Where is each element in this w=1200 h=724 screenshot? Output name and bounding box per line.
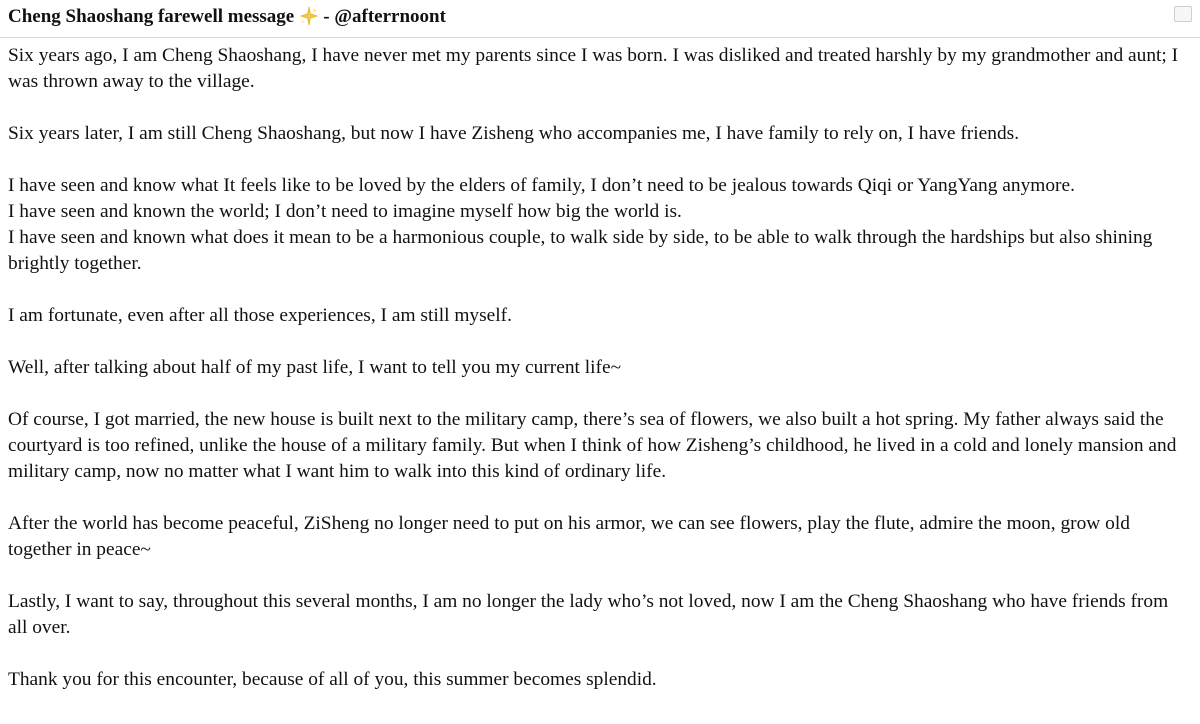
document-header xyxy=(0,0,1200,38)
paragraph: I have seen and known the world; I don’t need to imagine myself how big the world is. xyxy=(8,201,682,222)
sparkle-icon xyxy=(298,5,320,27)
window-corner-box xyxy=(1174,6,1192,22)
paragraph: Six years later, I am still Cheng Shaoshang, but now I have Zisheng who accompanies me, I have family to rely on, I have friends. xyxy=(8,123,1020,144)
paragraph: I have seen and know what It feels like to be loved by the elders of family, I don’t need to be jealous towards Qiqi or YangYang anymore. xyxy=(8,175,1075,196)
paragraph: I am fortunate, even after all those experiences, I am still myself. xyxy=(8,305,512,326)
paragraph: Six years ago, I am Cheng Shaoshang, I have never met my parents since I was born. I was disliked and treated harshly by my grandmother and aunt; I was thrown away to the village. xyxy=(8,45,1179,92)
paragraph: After the world has become peaceful, ZiSheng no longer need to put on his armor, we can see flowers, play the flute, admire the moon, grow old together in peace~ xyxy=(8,513,1130,560)
message-body xyxy=(8,43,1192,719)
paragraph: Lastly, I want to say, throughout this several months, I am no longer the lady who’s not loved, now I am the Cheng Shaoshang who have friends from all over. xyxy=(8,591,1169,638)
author-handle: - @afterrnoont xyxy=(323,6,446,27)
paragraph: Of course, I got married, the new house is built next to the military camp, there’s sea of flowers, we also built a hot spring. My father always said the courtyard is too refined, unlike the house of a military family. But when I think of how Zisheng’s childhood, he lived in a cold and lonely mansion and military camp, now no matter what I want him to walk into this kind of ordinary life. xyxy=(8,409,1177,482)
page-title: Cheng Shaoshang farewell message xyxy=(8,6,295,27)
paragraph: I have seen and known what does it mean to be a harmonious couple, to walk side by side, to be able to walk through the hardships but also shining brightly together. xyxy=(8,227,1153,274)
paragraph: Thank you for this encounter, because of all of you, this summer becomes splendid. xyxy=(8,669,657,690)
paragraph: Well, after talking about half of my past life, I want to tell you my current life~ xyxy=(8,357,622,378)
title-line xyxy=(8,5,446,29)
